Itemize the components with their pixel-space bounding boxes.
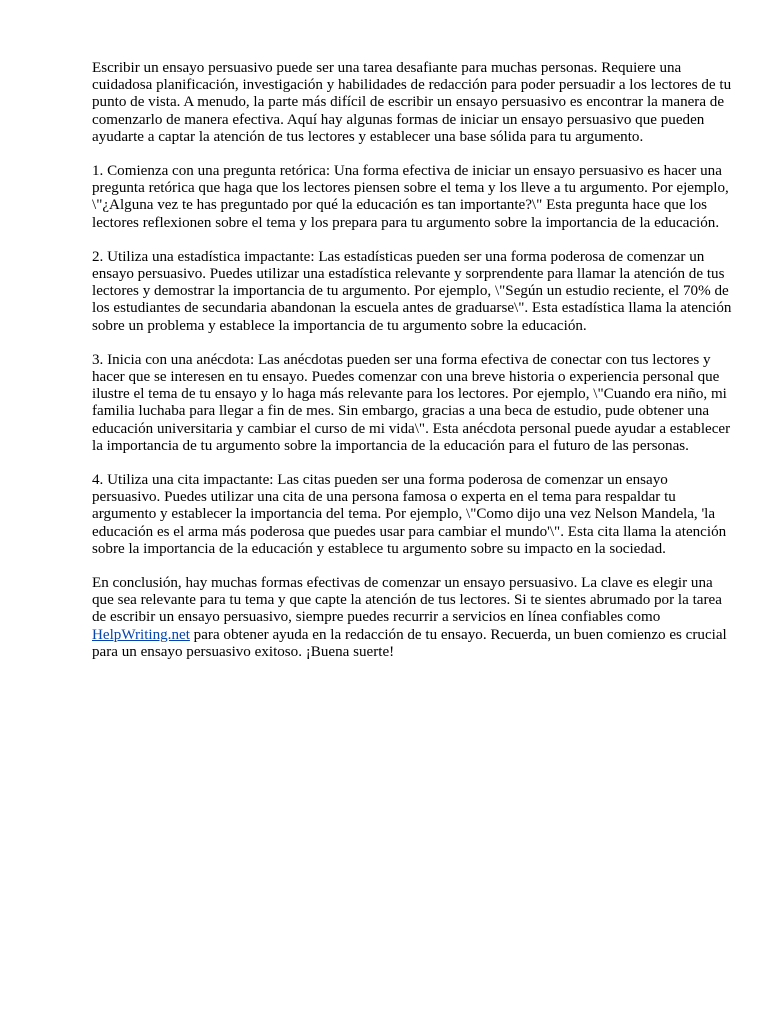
conclusion-text-before-link: En conclusión, hay muchas formas efectivas de comenzar un ensayo persuasivo. La clave es elegir una que sea relevante para tu tema y que capte la atención de tus lectores. Si te sientes abrumado por la tarea de escribir un ensayo persuasivo, siempre puedes recurrir a servicios en línea confiables como (92, 575, 722, 626)
point-3-paragraph: 3. Inicia con una anécdota: Las anécdotas pueden ser una forma efectiva de conectar con tus lectores y hacer que se interesen en tu ensayo. Puedes comenzar con una breve historia o experiencia personal que ilustre el tema de tu ensayo y lo haga más relevante para los lectores. Por ejemplo, \"Cuando era niño, mi familia luchaba para llegar a fin de mes. Sin embargo, gracias a una beca de estudio, pude obtener una educación universitaria y cambiar el curso de mi vida\". Esta anécdota personal puede ayudar a establecer la importancia de tu argumento sobre la importancia de la educación para el futuro de las personas. (92, 351, 731, 454)
point-4-paragraph: 4. Utiliza una cita impactante: Las citas pueden ser una forma poderosa de comenzar un ensayo persuasivo. Puedes utilizar una cita de una persona famosa o experta en el tema para respaldar tu argumento y establecer la importancia del tema. Por ejemplo, \"Como dijo una vez Nelson Mandela, 'la educación es el arma más poderosa que puedes usar para cambiar el mundo'\". Esta cita llama la atención sobre la importancia de la educación y establece tu argumento sobre su impacto en la sociedad. (92, 472, 727, 557)
conclusion-paragraph (92, 575, 732, 661)
point-2-paragraph: 2. Utiliza una estadística impactante: Las estadísticas pueden ser una forma poderosa de comenzar un ensayo persuasivo. Puedes utilizar una estadística relevante y sorprendente para llamar la atención de tus lectores y demostrar la importancia de tu argumento. Por ejemplo, \"Según un estudio reciente, el 70% de los estudiantes de secundaria abandonan la escuela antes de graduarse\". Esta estadística llama la atención sobre un problema y establece la importancia de tu argumento sobre la educación. (92, 248, 732, 334)
conclusion-text-after-link: para obtener ayuda en la redacción de tu ensayo. Recuerda, un buen comienzo es crucial para un ensayo persuasivo exitoso. ¡Buena suerte! (92, 626, 727, 660)
helpwriting-link[interactable]: HelpWriting.net (92, 626, 190, 643)
document-page (92, 60, 732, 678)
intro-paragraph: Escribir un ensayo persuasivo puede ser una tarea desafiante para muchas personas. Requiere una cuidadosa planificación, investigación y habilidades de redacción para poder persuadir a los lectores de tu punto de vista. A menudo, la parte más difícil de escribir un ensayo persuasivo es encontrar la manera de comenzarlo de manera efectiva. Aquí hay algunas formas de iniciar un ensayo persuasivo que pueden ayudarte a captar la atención de tus lectores y establecer una base sólida para tu argumento. (92, 60, 732, 145)
point-1-paragraph: 1. Comienza con una pregunta retórica: Una forma efectiva de iniciar un ensayo persuasivo es hacer una pregunta retórica que haga que los lectores piensen sobre el tema y los lleve a tu argumento. Por ejemplo, \"¿Alguna vez te has preguntado por qué la educación es tan importante?\" Esta pregunta hace que los lectores reflexionen sobre el tema y los prepara para tu argumento sobre la importancia de la educación. (92, 163, 729, 231)
